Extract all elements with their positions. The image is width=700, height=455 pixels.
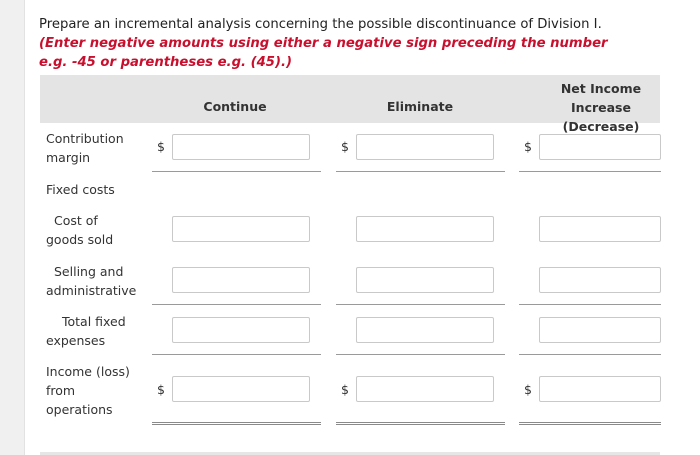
selling-admin-net-input[interactable] <box>539 267 661 293</box>
row-label-cost-of-goods-sold: Cost of goods sold <box>46 213 114 247</box>
contribution-margin-net-input[interactable] <box>539 134 661 160</box>
instructions-main: Prepare an incremental analysis concerning the possible discontinuance of Division I. <box>39 17 602 32</box>
subtotal-rule <box>336 171 505 172</box>
total-double-rule <box>519 422 661 425</box>
total-fixed-net-input[interactable] <box>539 317 661 343</box>
subtotal-rule <box>519 354 661 355</box>
selling-admin-eliminate-input[interactable] <box>356 267 494 293</box>
subtotal-rule <box>152 354 321 355</box>
cost-of-goods-sold-net-input[interactable] <box>539 216 661 242</box>
dollar-sign: $ <box>341 382 349 397</box>
subtotal-rule <box>336 304 505 305</box>
selling-admin-continue-input[interactable] <box>172 267 310 293</box>
total-double-rule <box>152 422 321 425</box>
instructions-text <box>39 15 639 72</box>
row-label-fixed-costs: Fixed costs <box>46 182 115 197</box>
net-income-header-line2: Increase (Decrease) <box>562 100 640 134</box>
total-double-rule <box>336 422 505 425</box>
column-header-net-income <box>538 79 664 136</box>
total-fixed-continue-input[interactable] <box>172 317 310 343</box>
cost-of-goods-sold-eliminate-input[interactable] <box>356 216 494 242</box>
subtotal-rule <box>336 354 505 355</box>
subtotal-rule <box>152 171 321 172</box>
net-income-header-line1: Net Income <box>560 81 642 96</box>
contribution-margin-eliminate-input[interactable] <box>356 134 494 160</box>
subtotal-rule <box>152 304 321 305</box>
total-fixed-eliminate-input[interactable] <box>356 317 494 343</box>
income-loss-continue-input[interactable] <box>172 376 310 402</box>
cost-of-goods-sold-continue-input[interactable] <box>172 216 310 242</box>
row-label-selling-administrative: Selling and administrative <box>46 264 137 298</box>
row-label-income-loss: Income (loss) from operations <box>46 364 130 417</box>
dollar-sign: $ <box>157 382 165 397</box>
instructions-emphasis: (Enter negative amounts using either a negative sign preceding the number e.g. -45 or parentheses e.g. (45).) <box>39 36 608 70</box>
row-label-total-fixed-expenses: Total fixed expenses <box>46 314 126 348</box>
dollar-sign: $ <box>524 139 532 154</box>
dollar-sign: $ <box>341 139 349 154</box>
column-header-eliminate: Eliminate <box>386 99 454 114</box>
subtotal-rule <box>519 171 661 172</box>
dollar-sign: $ <box>157 139 165 154</box>
income-loss-net-input[interactable] <box>539 376 661 402</box>
dollar-sign: $ <box>524 382 532 397</box>
subtotal-rule <box>519 304 661 305</box>
contribution-margin-continue-input[interactable] <box>172 134 310 160</box>
column-header-continue: Continue <box>203 99 267 114</box>
income-loss-eliminate-input[interactable] <box>356 376 494 402</box>
row-label-contribution-margin: Contribution margin <box>46 131 124 165</box>
